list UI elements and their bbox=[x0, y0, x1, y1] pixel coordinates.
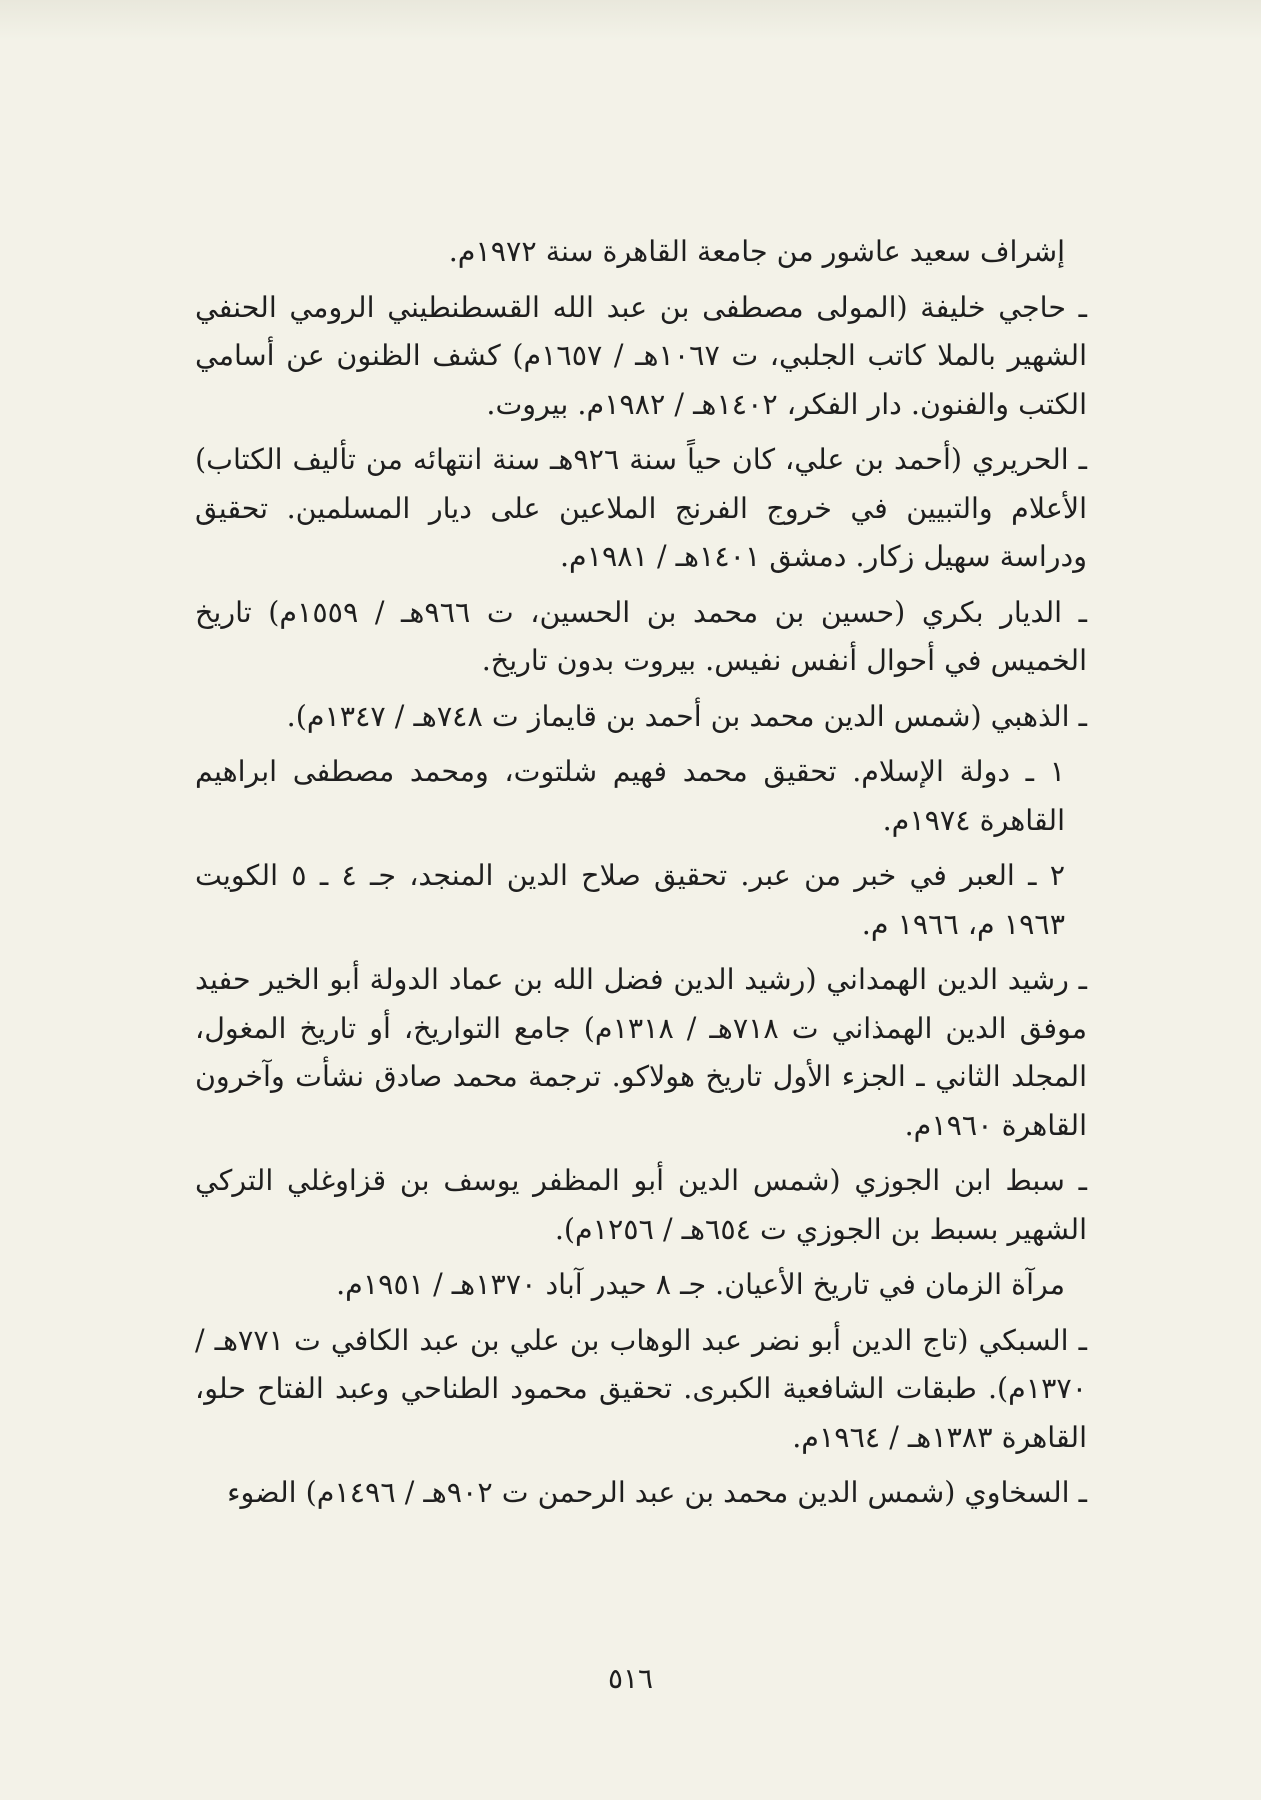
bibliography-entry: ـ السخاوي (شمس الدين محمد بن عبد الرحمن ت ٩٠٢هـ / ١٤٩٦م) الضوء bbox=[227, 1476, 1087, 1509]
bibliography-text bbox=[195, 228, 1087, 1525]
bibliography-entry: إشراف سعيد عاشور من جامعة القاهرة سنة ١٩٧٢م. bbox=[448, 235, 1065, 268]
bibliography-entry: ـ السبكي (تاج الدين أبو نضر عبد الوهاب بن علي بن عبد الكافي ت ٧٧١هـ / ١٣٧٠م). طبقات الشافعية الكبرى. تحقيق محمود الطناحي وعبد الفتاح حلو، القاهرة ١٣٨٣هـ / ١٩٦٤م. bbox=[195, 1323, 1087, 1454]
bibliography-sub-entry: ٢ ـ العبر في خبر من عبر. تحقيق صلاح الدين المنجد، جـ ٤ ـ ٥ الكويت ١٩٦٣ م، ١٩٦٦ م. bbox=[195, 859, 1065, 941]
bibliography-entry: ـ الحريري (أحمد بن علي، كان حياً سنة ٩٢٦هـ سنة انتهائه من تأليف الكتاب) الأعلام والتبيين في خروج الفرنج الملاعين على ديار المسلمين. تحقيق ودراسة سهيل زكار. دمشق ١٤٠١هـ / ١٩٨١م. bbox=[195, 443, 1088, 573]
bibliography-entry: ـ الديار بكري (حسين بن محمد بن الحسين، ت ٩٦٦هـ / ١٥٥٩م) تاريخ الخميس في أحوال أنفس نفيس. بيروت بدون تاريخ. bbox=[195, 595, 1087, 677]
scan-edge-shadow bbox=[0, 0, 1261, 40]
page-number: ٥١٦ bbox=[607, 1662, 654, 1695]
bibliography-entry: ـ رشيد الدين الهمداني (رشيد الدين فضل الله بن عماد الدولة أبو الخير حفيد موفق الدين الهمذاني ت ٧١٨هـ / ١٣١٨م) جامع التواريخ، أو تاريخ المغول، المجلد الثاني ـ الجزء الأول تاريخ هولاكو. ترجمة محمد صادق نشأت وآخرون القاهرة ١٩٦٠م. bbox=[195, 963, 1087, 1142]
bibliography-entry: مرآة الزمان في تاريخ الأعيان. جـ ٨ حيدر آباد ١٣٧٠هـ / ١٩٥١م. bbox=[336, 1268, 1065, 1301]
bibliography-entry: ـ سبط ابن الجوزي (شمس الدين أبو المظفر يوسف بن قزاوغلي التركي الشهير بسبط بن الجوزي ت ٦٥٤هـ / ١٢٥٦م). bbox=[195, 1164, 1087, 1246]
bibliography-sub-entry: ١ ـ دولة الإسلام. تحقيق محمد فهيم شلتوت، ومحمد مصطفى ابراهيم القاهرة ١٩٧٤م. bbox=[195, 755, 1065, 837]
bibliography-entry: ـ حاجي خليفة (المولى مصطفى بن عبد الله القسطنطيني الرومي الحنفي الشهير بالملا كاتب الجلبي، ت ١٠٦٧هـ / ١٦٥٧م) كشف الظنون عن أسامي الكتب والفنون. دار الفكر، ١٤٠٢هـ / ١٩٨٢م. بيروت. bbox=[195, 290, 1087, 421]
bibliography-entry: ـ الذهبي (شمس الدين محمد بن أحمد بن قايماز ت ٧٤٨هـ / ١٣٤٧م). bbox=[286, 699, 1087, 733]
